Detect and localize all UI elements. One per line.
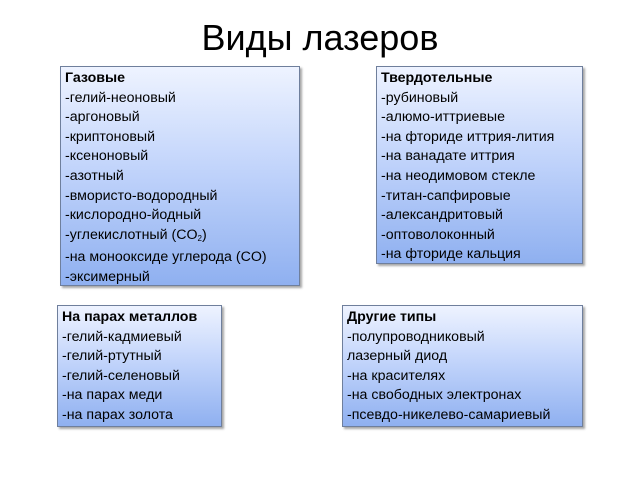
page-title: Виды лазеров	[201, 17, 439, 58]
list-item: -псевдо-никелево-самариевый	[347, 406, 551, 423]
list-item	[65, 226, 299, 249]
list-item: -на свободных электронах	[347, 387, 522, 404]
list-item: -аргоновый	[65, 109, 140, 126]
box-heading: Газовые	[65, 70, 126, 86]
list-item: -на фториде иттрия-лития	[381, 128, 555, 145]
list-item: -вмористо-водородный	[65, 187, 218, 204]
list-item: -азотный	[65, 167, 124, 184]
list-item: -эксимерный	[65, 268, 150, 285]
list-item: -оптоволоконный	[381, 226, 495, 243]
list-item-text: -углекислотный (CO	[65, 226, 198, 243]
list-item: -ксеноновый	[65, 148, 149, 165]
list-item: -александритовый	[381, 207, 503, 224]
list-item: -гелий-кадмиевый	[62, 328, 182, 345]
list-item: -на фториде кальция	[381, 246, 521, 263]
list-item: -на ванадате иттрия	[381, 148, 515, 165]
list-item-close: )	[201, 226, 207, 243]
list-item: -кислородно-йодный	[65, 207, 202, 224]
metal-vapor-lasers-box	[57, 305, 222, 427]
list-item: -рубиновый	[381, 89, 459, 106]
co2-subscript: 2	[197, 233, 202, 243]
box-heading: Другие типы	[347, 309, 437, 325]
list-item: -на красителях	[347, 367, 446, 384]
list-item: -криптоновый	[65, 128, 156, 145]
list-item: -полупроводниковый	[347, 328, 485, 345]
list-item: -на парах золота	[62, 406, 173, 423]
list-item: -гелий-селеновый	[62, 367, 180, 384]
other-lasers-box	[342, 305, 583, 427]
list-item: -алюмо-иттриевые	[381, 109, 505, 126]
box-heading: Твердотельные	[381, 70, 493, 86]
gas-lasers-box	[60, 66, 300, 286]
list-item: -на монооксиде углерода (CO)	[65, 249, 267, 266]
list-item: -на неодимовом стекле	[381, 167, 536, 184]
list-item: -гелий-неоновый	[65, 89, 176, 106]
solid-state-lasers-box	[376, 66, 583, 264]
list-item: -на парах меди	[62, 387, 163, 404]
list-item: -титан-сапфировые	[381, 187, 511, 204]
box-heading: На парах металлов	[62, 309, 198, 325]
list-item: лазерный диод	[347, 348, 448, 365]
list-item: -гелий-ртутный	[62, 348, 162, 365]
